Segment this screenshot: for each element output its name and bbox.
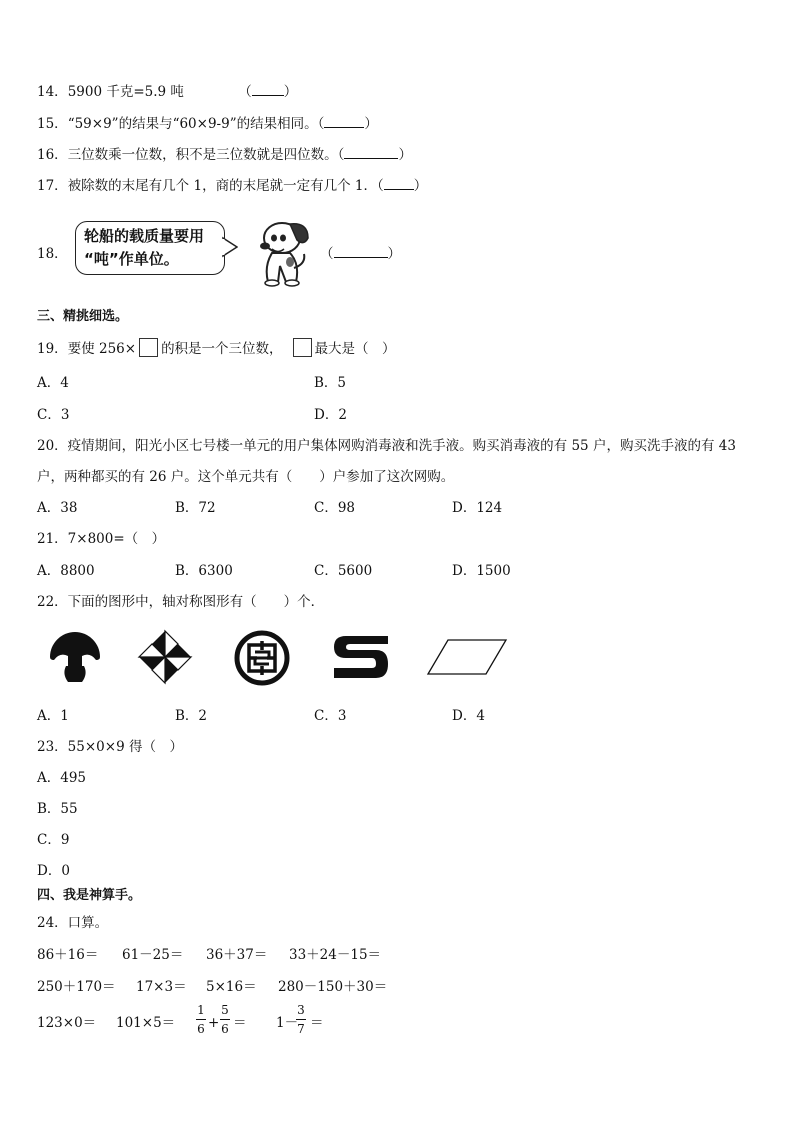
bank-logo-icon xyxy=(233,629,291,687)
option-c[interactable]: C．5600 xyxy=(314,563,373,579)
option-b[interactable]: B．6300 xyxy=(175,563,233,579)
calc-item: 61－25＝ xyxy=(122,947,184,963)
calc-item: 5×16＝ xyxy=(206,979,257,995)
calc-item: 1－ xyxy=(276,1015,299,1031)
question-18-number: 18． xyxy=(37,246,68,262)
question-14: 14．5900 千克=5.9 吨 （ ） xyxy=(37,84,298,100)
question-24: 24．口算。 xyxy=(37,915,109,931)
option-c[interactable]: C．98 xyxy=(314,500,356,516)
mushroom-symbol-icon xyxy=(48,630,102,684)
speech-bubble-tail xyxy=(222,236,238,258)
question-20-line1: 20．疫情期间，阳光小区七号楼一单元的用户集体网购消毒液和洗手液。购买消毒液的有 55 户，购买洗手液的有 43 xyxy=(37,438,736,454)
answer-blank[interactable] xyxy=(334,245,388,258)
option-b[interactable]: B．2 xyxy=(175,708,208,724)
answer-blank[interactable] xyxy=(384,177,414,190)
fraction: 3 7 xyxy=(297,1003,305,1036)
section-title: 四、我是神算手。 xyxy=(37,888,142,903)
speech-bubble: 轮船的载质量要用 “吨”作单位。 xyxy=(75,221,225,275)
calc-item: 280－150＋30＝ xyxy=(278,979,388,995)
answer-blank[interactable] xyxy=(344,146,398,159)
pinwheel-icon xyxy=(136,628,194,686)
fraction: 5 6 xyxy=(221,1003,229,1036)
question-18-answer: （ ） xyxy=(320,246,401,262)
option-d[interactable]: D．0 xyxy=(37,863,70,879)
question-22: 22．下面的图形中，轴对称图形有（ ）个． xyxy=(37,594,325,610)
parallelogram-icon xyxy=(426,638,508,676)
fraction: 1 6 xyxy=(197,1003,205,1036)
section-title: 三、精挑细选。 xyxy=(37,309,129,324)
option-c[interactable]: C．3 xyxy=(37,407,70,423)
option-b[interactable]: B．72 xyxy=(175,500,216,516)
answer-box[interactable] xyxy=(139,338,158,357)
option-c[interactable]: C．3 xyxy=(314,708,347,724)
option-a[interactable]: A．4 xyxy=(37,375,69,391)
fraction-equals: ＝ xyxy=(233,1015,247,1031)
fraction-equals: ＝ xyxy=(310,1015,324,1031)
option-a[interactable]: A．38 xyxy=(37,500,78,516)
calc-item: 36＋37＝ xyxy=(206,947,268,963)
question-23: 23．55×0×9 得（ ） xyxy=(37,739,183,755)
calc-item: 33＋24－15＝ xyxy=(289,947,382,963)
calc-item: 250＋170＝ xyxy=(37,979,116,995)
answer-blank[interactable] xyxy=(252,83,284,96)
question-16: 16．三位数乘一位数，积不是三位数就是四位数。（ ） xyxy=(37,147,412,163)
option-d[interactable]: D．124 xyxy=(452,500,503,516)
answer-blank[interactable] xyxy=(324,115,364,128)
calc-item: 101×5＝ xyxy=(116,1015,176,1031)
s-shape-logo-icon xyxy=(332,634,390,680)
option-b[interactable]: B．5 xyxy=(314,375,347,391)
fraction-operator: + xyxy=(208,1015,220,1031)
question-20-line2: 户，两种都买的有 26 户。这个单元共有（ ）户参加了这次网购。 xyxy=(37,469,455,485)
option-a[interactable]: A．1 xyxy=(37,708,69,724)
option-d[interactable]: D．2 xyxy=(314,407,347,423)
option-a[interactable]: A．8800 xyxy=(37,563,95,579)
option-d[interactable]: D．4 xyxy=(452,708,485,724)
question-15: 15．“59×9”的结果与“60×9-9”的结果相同。（ ） xyxy=(37,116,378,132)
calc-item: 17×3＝ xyxy=(136,979,187,995)
calc-item: 123×0＝ xyxy=(37,1015,97,1031)
option-c[interactable]: C．9 xyxy=(37,832,70,848)
option-a[interactable]: A．495 xyxy=(37,770,87,786)
question-21: 21．7×800=（ ） xyxy=(37,531,166,547)
calc-item: 86＋16＝ xyxy=(37,947,99,963)
cartoon-dog-icon xyxy=(250,216,312,288)
question-19: 19．要使 256× 的积是一个三位数， 最大是（ ） xyxy=(37,338,396,359)
option-d[interactable]: D．1500 xyxy=(452,563,511,579)
option-b[interactable]: B．55 xyxy=(37,801,78,817)
question-17: 17．被除数的末尾有几个 1，商的末尾就一定有几个 1．（ ） xyxy=(37,178,428,194)
answer-box[interactable] xyxy=(293,338,312,357)
